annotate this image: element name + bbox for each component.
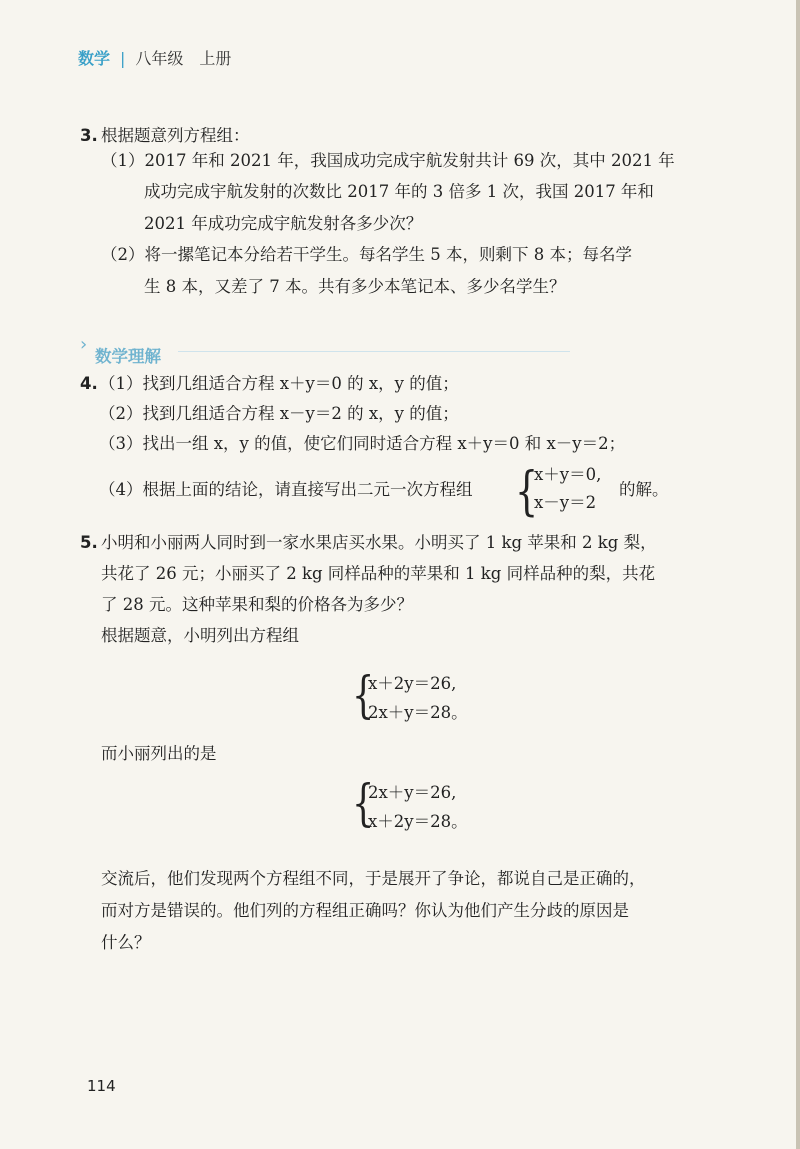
q5-number: 5.	[80, 533, 98, 552]
q3-line: 生 8 本，又差了 7 本。共有多少本笔记本、多少名学生？	[144, 277, 566, 296]
section-title: 数学理解	[95, 347, 161, 366]
page-number: 114	[87, 1077, 116, 1095]
xiaoli-equation: 2x＋y＝26,	[368, 783, 457, 802]
q3-line: 根据题意列方程组：	[101, 126, 250, 145]
header-subject: 数学	[78, 49, 111, 68]
q4-part4-end: 的解。	[619, 480, 669, 499]
q4-part4-text: （4）根据上面的结论，请直接写出二元一次方程组	[99, 480, 473, 499]
q4-number: 4.	[80, 374, 98, 393]
q4-line: （3）找出一组 x，y 的值，使它们同时适合方程 x＋y＝0 和 x－y＝2；	[99, 434, 626, 453]
q5-end-line: 什么？	[101, 933, 151, 952]
q5-end-line: 交流后，他们发现两个方程组不同，于是展开了争论，都说自己是正确的，	[101, 869, 646, 888]
xiaoli-equation: x＋2y＝28。	[368, 812, 468, 831]
q3-number: 3.	[80, 126, 98, 145]
q3-line: 成功完成宇航发射的次数比 2017 年的 3 倍多 1 次，我国 2017 年和	[144, 182, 654, 201]
q3-line: 2021 年成功完成宇航发射各多少次？	[144, 214, 423, 233]
q5-end-line: 而对方是错误的。他们列的方程组正确吗？你认为他们产生分歧的原因是	[101, 901, 629, 920]
q4-equation: x＋y＝0,	[534, 465, 602, 484]
q3-line: （1）2017 年和 2021 年，我国成功完成宇航发射共计 69 次，其中 2021 年	[101, 151, 675, 170]
q5-mid-text: 而小丽列出的是	[101, 744, 217, 763]
page-header	[78, 46, 231, 69]
q4-equation: x－y＝2	[534, 493, 597, 512]
q5-line: 小明和小丽两人同时到一家水果店买水果。小明买了 1 kg 苹果和 2 kg 梨，	[101, 533, 657, 552]
page-edge-shadow	[796, 0, 800, 1149]
q5-line: 共花了 26 元；小丽买了 2 kg 同样品种的苹果和 1 kg 同样品种的梨，共花	[101, 564, 656, 583]
xiaoming-equation: x＋2y＝26,	[368, 674, 457, 693]
section-rule	[178, 351, 570, 352]
q5-line: 了 28 元。这种苹果和梨的价格各为多少？	[101, 595, 413, 614]
q5-line: 根据题意，小明列出方程组	[101, 626, 299, 645]
brace-icon: {	[352, 774, 375, 832]
brace-icon: {	[515, 462, 539, 522]
header-grade: 八年级 上册	[135, 49, 232, 68]
brace-icon: {	[352, 666, 375, 724]
section-chevron-icon: ›	[80, 334, 88, 355]
q3-line: （2）将一摞笔记本分给若干学生。每名学生 5 本，则剩下 8 本；每名学	[101, 245, 632, 264]
header-separator: |	[120, 49, 126, 68]
xiaoming-equation: 2x＋y＝28。	[368, 703, 468, 722]
q4-line: （1）找到几组适合方程 x＋y＝0 的 x，y 的值；	[99, 374, 459, 393]
q4-line: （2）找到几组适合方程 x－y＝2 的 x，y 的值；	[99, 404, 459, 423]
